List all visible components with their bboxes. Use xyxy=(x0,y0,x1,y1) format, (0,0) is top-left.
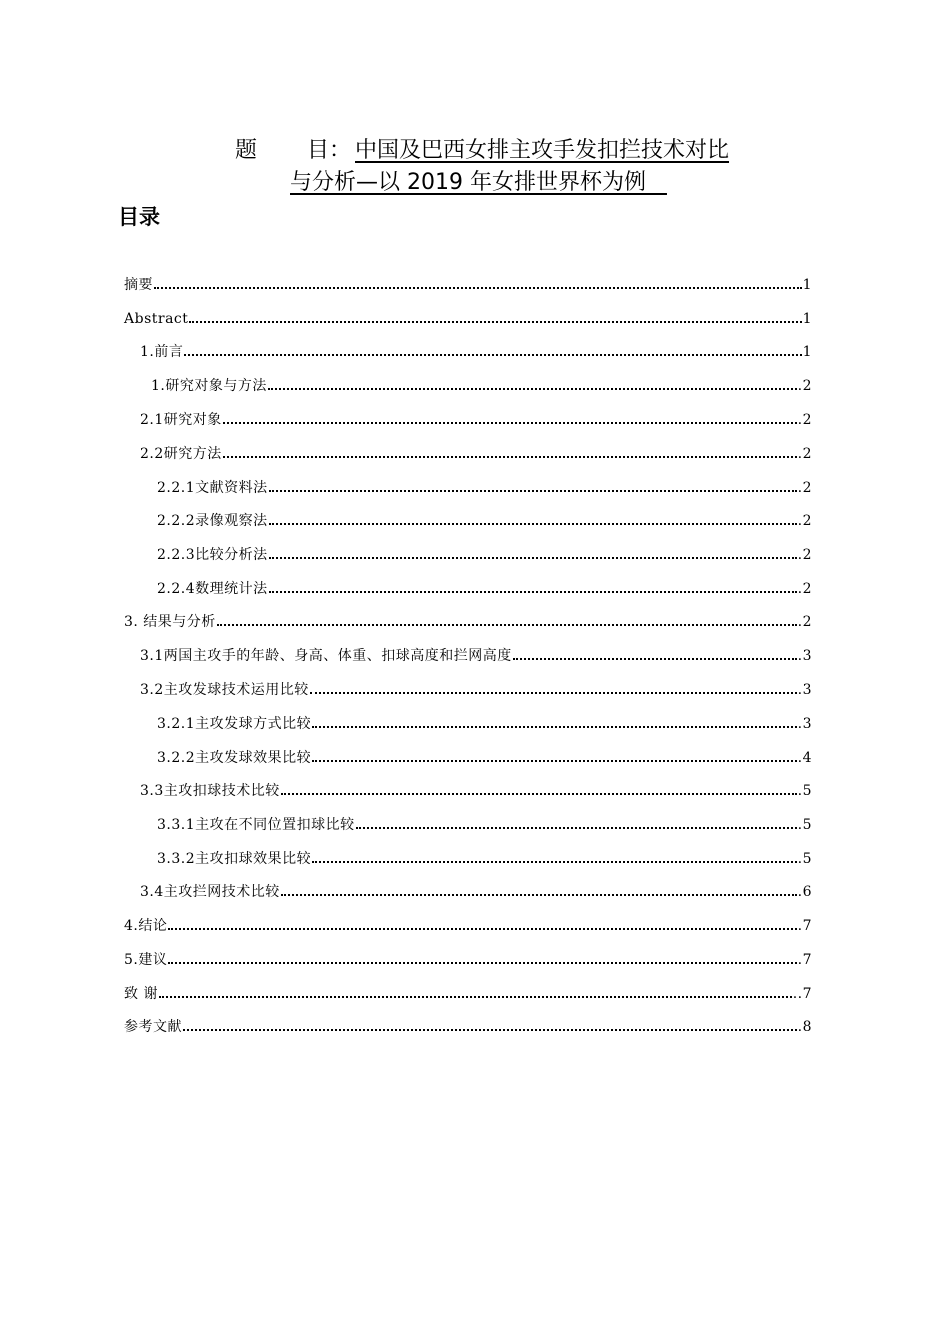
toc-entry[interactable]: 1.研究对象与方法 .2 xyxy=(151,378,812,394)
toc-entry[interactable]: 2.2.4数理统计法 .2 xyxy=(157,581,812,597)
toc-entry[interactable]: 摘要 1 xyxy=(124,277,812,293)
toc-entry[interactable]: 3. 结果与分析 .2 xyxy=(124,614,812,630)
title-label: 题 目： xyxy=(235,138,352,163)
toc-entry[interactable]: 3.2.1主攻发球方式比较 .3 xyxy=(157,716,812,732)
toc-entry[interactable]: 3.3.2主攻扣球效果比较 .5 xyxy=(157,851,812,867)
toc-entry[interactable]: 1.前言 1 xyxy=(140,344,812,360)
toc-entry[interactable]: 3.2.2主攻发球效果比较 .4 xyxy=(157,750,812,766)
toc-entry[interactable]: 3.3主攻扣球技术比较 .5 xyxy=(140,783,812,799)
toc-entry[interactable]: 3.2主攻发球技术运用比较 .3 xyxy=(140,682,812,698)
toc-entry[interactable]: 3.3.1主攻在不同位置扣球比较 .5 xyxy=(157,817,812,833)
thesis-title xyxy=(0,135,950,199)
toc-entry[interactable]: 致 谢 ..7 xyxy=(124,986,812,1002)
toc-entry[interactable]: 2.1研究对象 .2 xyxy=(140,412,812,428)
toc-heading: 目录 xyxy=(118,205,160,229)
toc-entry[interactable]: 2.2.2录像观察法 .2 xyxy=(157,513,812,529)
toc-entry[interactable]: 4.结论 .7 xyxy=(124,918,812,934)
toc-entry[interactable]: 2.2.3比较分析法 .2 xyxy=(157,547,812,563)
toc-entry[interactable]: 5.建议 .7 xyxy=(124,952,812,968)
toc-entry[interactable]: Abstract 1 xyxy=(124,311,812,327)
title-text-line2: 与分析—以 2019 年女排世界杯为例 xyxy=(290,170,667,195)
title-text-line1: 中国及巴西女排主攻手发扣拦技术对比 xyxy=(355,138,730,163)
toc-entry[interactable]: 2.2.1文献资料法 .2 xyxy=(157,480,812,496)
toc-entry[interactable]: 参考文献 .8 xyxy=(124,1019,812,1035)
toc-entry[interactable]: 2.2研究方法 .2 xyxy=(140,446,812,462)
toc-entry[interactable]: 3.4主攻拦网技术比较 .6 xyxy=(140,884,812,900)
toc-entry[interactable]: 3.1两国主攻手的年龄、身高、体重、扣球高度和拦网高度 .3 xyxy=(140,648,812,664)
